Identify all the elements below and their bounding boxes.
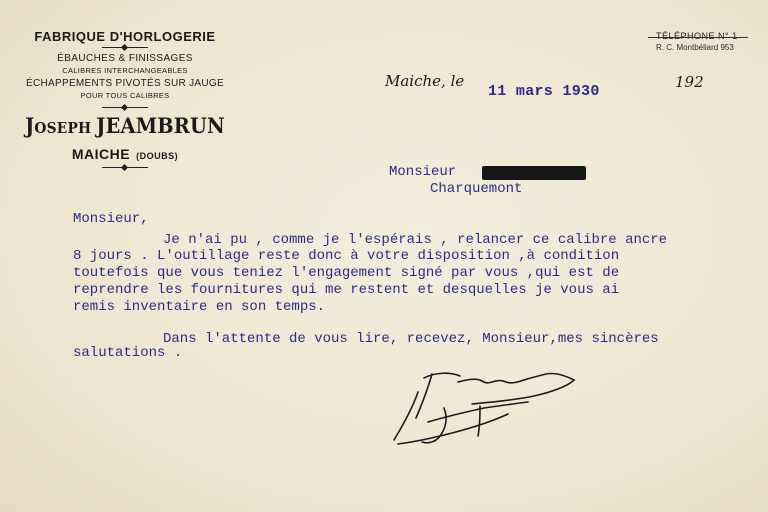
body-line: toutefois que vous teniez l'engagement signé par vous ,qui est de [73,265,620,281]
closing-line: salutations . [73,345,183,361]
letterhead-line-3: ÉCHAPPEMENTS PIVOTÉS SUR JAUGE [26,78,224,89]
owner-name-initial: J [25,113,35,138]
ornament-divider [102,106,148,109]
owner-name [19,113,231,138]
letter-date: 11 mars 1930 [488,83,600,100]
handwritten-signature [388,362,588,452]
company-city [10,146,240,162]
owner-name-last: JEAMBRUN [96,113,225,138]
ornament-divider [102,166,148,169]
letter-salutation: Monsieur, [73,211,149,227]
letterhead-line-2: CALIBRES INTERCHANGEABLES [62,66,188,75]
body-line: reprendre les fournitures qui me restent et desquelles je vous ai [73,282,620,298]
letterhead-line-1: ÉBAUCHES & FINISSAGES [57,53,193,64]
trade-register: R. C. Montbéliard 953 [656,43,734,52]
place-label: Maiche, le [385,72,465,90]
recipient-town: Charquemont [430,181,523,197]
city-name: MAICHE [71,146,131,162]
body-line: 8 jours . L'outillage reste donc à votre disposition ,à condition [73,248,620,264]
body-line: Je n'ai pu , comme je l'espérais , relancer ce calibre ancre [163,232,668,248]
body-line: remis inventaire en son temps. [73,299,326,315]
department-name: (DOUBS) [136,151,179,161]
recipient-title: Monsieur [389,164,457,180]
owner-name-first: OSEPH [34,119,97,137]
ornament-divider [102,46,148,49]
closing-line: Dans l'attente de vous lire, recevez, Monsieur,mes sincères [163,331,659,347]
telephone-rule [648,37,748,38]
year-prefix: 192 [675,73,704,91]
company-heading: FABRIQUE D'HORLOGERIE [34,29,216,44]
letterhead-line-4: POUR TOUS CALIBRES [80,91,170,100]
redacted-name-bar [482,166,586,180]
telephone-number: TÉLÉPHONE N° 1 [656,31,738,41]
